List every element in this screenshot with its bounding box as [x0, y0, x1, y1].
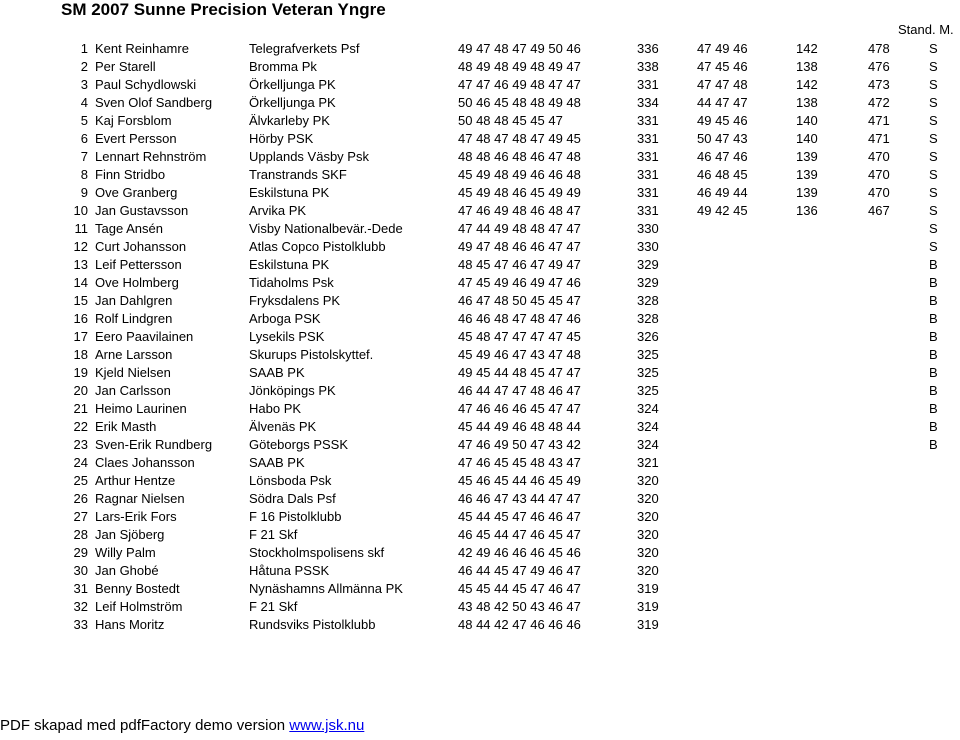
sum-cell: 329 [637, 275, 659, 290]
club-cell: Bromma Pk [249, 59, 317, 74]
table-row [0, 346, 960, 364]
mark-cell: B [929, 347, 938, 362]
name-cell: Hans Moritz [95, 617, 165, 632]
sum-cell: 331 [637, 185, 659, 200]
series-cell: 47 46 49 48 46 48 47 [458, 203, 581, 218]
series-cell: 46 46 48 47 48 47 46 [458, 311, 581, 326]
table-row [0, 598, 960, 616]
rank-cell: 31 [73, 581, 88, 596]
name-cell: Eero Paavilainen [95, 329, 194, 344]
final-series-cell: 47 49 46 [697, 41, 748, 56]
series-cell: 45 49 46 47 43 47 48 [458, 347, 581, 362]
rank-cell: 14 [73, 275, 88, 290]
name-cell: Curt Johansson [95, 239, 187, 254]
club-cell: Transtrands SKF [249, 167, 347, 182]
sum-cell: 334 [637, 95, 659, 110]
rank-cell: 12 [73, 239, 88, 254]
name-cell: Rolf Lindgren [95, 311, 173, 326]
table-row [0, 148, 960, 166]
rank-cell: 4 [80, 95, 88, 110]
club-cell: Hörby PSK [249, 131, 314, 146]
table-row [0, 220, 960, 238]
total-cell: 478 [868, 41, 890, 56]
series-cell: 43 48 42 50 43 46 47 [458, 599, 581, 614]
table-row [0, 616, 960, 634]
sum-cell: 320 [637, 563, 659, 578]
club-cell: Älvkarleby PK [249, 113, 330, 128]
mark-cell: S [929, 77, 938, 92]
table-row [0, 472, 960, 490]
name-cell: Tage Ansén [95, 221, 163, 236]
series-cell: 46 47 48 50 45 45 47 [458, 293, 581, 308]
club-cell: Eskilstuna PK [249, 185, 330, 200]
club-cell: Atlas Copco Pistolklubb [249, 239, 386, 254]
name-cell: Sven-Erik Rundberg [95, 437, 213, 452]
table-row [0, 418, 960, 436]
sum-cell: 331 [637, 149, 659, 164]
table-row [0, 310, 960, 328]
mark-cell: S [929, 185, 938, 200]
series-cell: 48 49 48 49 48 49 47 [458, 59, 581, 74]
table-row [0, 364, 960, 382]
name-cell: Paul Schydlowski [95, 77, 197, 92]
rank-cell: 33 [73, 617, 88, 632]
name-cell: Kent Reinhamre [95, 41, 189, 56]
rank-cell: 18 [73, 347, 88, 362]
mark-cell: S [929, 167, 938, 182]
rank-cell: 29 [73, 545, 88, 560]
club-cell: Arboga PSK [249, 311, 321, 326]
final-series-cell: 46 49 44 [697, 185, 748, 200]
rank-cell: 13 [73, 257, 88, 272]
final-sum-cell: 138 [796, 95, 818, 110]
table-row [0, 436, 960, 454]
table-row [0, 508, 960, 526]
club-cell: Örkelljunga PK [249, 77, 336, 92]
rank-cell: 9 [80, 185, 88, 200]
total-cell: 470 [868, 149, 890, 164]
sum-cell: 325 [637, 347, 659, 362]
name-cell: Arne Larsson [95, 347, 173, 362]
name-cell: Kaj Forsblom [95, 113, 172, 128]
sum-cell: 336 [637, 41, 659, 56]
final-sum-cell: 139 [796, 149, 818, 164]
rank-cell: 22 [73, 419, 88, 434]
series-cell: 45 44 49 46 48 48 44 [458, 419, 581, 434]
sum-cell: 328 [637, 311, 659, 326]
name-cell: Sven Olof Sandberg [95, 95, 213, 110]
mark-cell: S [929, 221, 938, 236]
rank-cell: 2 [80, 59, 88, 74]
series-cell: 45 45 44 45 47 46 47 [458, 581, 581, 596]
table-row [0, 130, 960, 148]
name-cell: Lars-Erik Fors [95, 509, 177, 524]
sum-cell: 319 [637, 581, 659, 596]
table-row [0, 544, 960, 562]
final-series-cell: 47 47 48 [697, 77, 748, 92]
club-cell: Eskilstuna PK [249, 257, 330, 272]
table-row [0, 94, 960, 112]
club-cell: Habo PK [249, 401, 302, 416]
mark-cell: S [929, 95, 938, 110]
table-row [0, 382, 960, 400]
series-cell: 47 46 46 46 45 47 47 [458, 401, 581, 416]
sum-cell: 320 [637, 527, 659, 542]
name-cell: Per Starell [95, 59, 156, 74]
club-cell: Stockholmspolisens skf [249, 545, 385, 560]
table-row [0, 292, 960, 310]
rank-cell: 5 [80, 113, 88, 128]
club-cell: Visby Nationalbevär.-Dede [249, 221, 403, 236]
final-sum-cell: 139 [796, 185, 818, 200]
series-cell: 45 48 47 47 47 47 45 [458, 329, 581, 344]
club-cell: Älvenäs PK [249, 419, 317, 434]
table-row [0, 490, 960, 508]
series-cell: 47 44 49 48 48 47 47 [458, 221, 581, 236]
table-row [0, 274, 960, 292]
club-cell: Lysekils PSK [249, 329, 325, 344]
series-cell: 46 45 44 47 46 45 47 [458, 527, 581, 542]
table-row [0, 202, 960, 220]
sum-cell: 320 [637, 491, 659, 506]
series-cell: 46 44 45 47 49 46 47 [458, 563, 581, 578]
name-cell: Claes Johansson [95, 455, 195, 470]
mark-cell: B [929, 311, 938, 326]
mark-cell: S [929, 41, 938, 56]
footer-text: PDF skapad med pdfFactory demo version [0, 717, 290, 734]
final-series-cell: 46 47 46 [697, 149, 748, 164]
sum-cell: 331 [637, 113, 659, 128]
rank-cell: 32 [73, 599, 88, 614]
final-sum-cell: 139 [796, 167, 818, 182]
sum-cell: 331 [637, 167, 659, 182]
name-cell: Benny Bostedt [95, 581, 180, 596]
club-cell: SAAB PK [249, 455, 305, 470]
rank-cell: 17 [73, 329, 88, 344]
name-cell: Heimo Laurinen [95, 401, 187, 416]
mark-cell: B [929, 437, 938, 452]
footer [0, 716, 364, 736]
sum-cell: 338 [637, 59, 659, 74]
name-cell: Ove Holmberg [95, 275, 179, 290]
table-row [0, 256, 960, 274]
rank-cell: 1 [80, 41, 88, 56]
club-cell: Telegrafverkets Psf [249, 41, 360, 56]
mark-cell: B [929, 419, 938, 434]
series-cell: 47 48 47 48 47 49 45 [458, 131, 581, 146]
mark-cell: B [929, 329, 938, 344]
series-cell: 42 49 46 46 46 45 46 [458, 545, 581, 560]
sum-cell: 319 [637, 599, 659, 614]
sum-cell: 331 [637, 131, 659, 146]
rank-cell: 23 [73, 437, 88, 452]
table-row [0, 166, 960, 184]
sum-cell: 331 [637, 77, 659, 92]
sum-cell: 328 [637, 293, 659, 308]
table-row [0, 562, 960, 580]
total-cell: 472 [868, 95, 890, 110]
club-cell: Tidaholms Psk [249, 275, 334, 290]
series-cell: 50 48 48 45 45 47 [458, 113, 563, 128]
series-cell: 45 49 48 49 46 46 48 [458, 167, 581, 182]
mark-cell: B [929, 365, 938, 380]
name-cell: Leif Holmström [95, 599, 183, 614]
sum-cell: 324 [637, 419, 659, 434]
final-sum-cell: 140 [796, 131, 818, 146]
table-row [0, 400, 960, 418]
rank-cell: 19 [73, 365, 88, 380]
series-cell: 47 46 49 50 47 43 42 [458, 437, 581, 452]
mark-cell: B [929, 401, 938, 416]
series-cell: 49 47 48 47 49 50 46 [458, 41, 581, 56]
club-cell: F 21 Skf [249, 527, 298, 542]
table-row [0, 580, 960, 598]
table-row [0, 184, 960, 202]
rank-cell: 16 [73, 311, 88, 326]
club-cell: Nynäshamns Allmänna PK [249, 581, 403, 596]
series-cell: 47 47 46 49 48 47 47 [458, 77, 581, 92]
sum-cell: 330 [637, 221, 659, 236]
mark-cell: S [929, 149, 938, 164]
rank-cell: 3 [80, 77, 88, 92]
rank-cell: 24 [73, 455, 88, 470]
club-cell: Södra Dals Psf [249, 491, 336, 506]
table-row [0, 328, 960, 346]
rank-cell: 30 [73, 563, 88, 578]
results-table [0, 40, 960, 634]
name-cell: Leif Pettersson [95, 257, 182, 272]
sum-cell: 321 [637, 455, 659, 470]
series-cell: 46 46 47 43 44 47 47 [458, 491, 581, 506]
total-cell: 467 [868, 203, 890, 218]
name-cell: Jan Ghobé [95, 563, 159, 578]
sum-cell: 320 [637, 473, 659, 488]
sum-cell: 330 [637, 239, 659, 254]
club-cell: Fryksdalens PK [249, 293, 341, 308]
sum-cell: 329 [637, 257, 659, 272]
total-cell: 470 [868, 167, 890, 182]
club-cell: Rundsviks Pistolklubb [249, 617, 376, 632]
series-cell: 46 44 47 47 48 46 47 [458, 383, 581, 398]
club-cell: Lönsboda Psk [249, 473, 332, 488]
total-cell: 473 [868, 77, 890, 92]
mark-cell: B [929, 293, 938, 308]
final-series-cell: 49 42 45 [697, 203, 748, 218]
series-cell: 48 44 42 47 46 46 46 [458, 617, 581, 632]
sum-cell: 320 [637, 509, 659, 524]
rank-cell: 21 [73, 401, 88, 416]
name-cell: Jan Gustavsson [95, 203, 189, 218]
mark-cell: S [929, 113, 938, 128]
name-cell: Ragnar Nielsen [95, 491, 185, 506]
name-cell: Willy Palm [95, 545, 156, 560]
stand-header: Stand. M. [898, 22, 954, 37]
final-sum-cell: 142 [796, 77, 818, 92]
club-cell: SAAB PK [249, 365, 305, 380]
series-cell: 45 44 45 47 46 46 47 [458, 509, 581, 524]
rank-cell: 20 [73, 383, 88, 398]
name-cell: Erik Masth [95, 419, 157, 434]
rank-cell: 26 [73, 491, 88, 506]
final-series-cell: 49 45 46 [697, 113, 748, 128]
table-row [0, 58, 960, 76]
table-row [0, 238, 960, 256]
rank-cell: 8 [80, 167, 88, 182]
mark-cell: S [929, 59, 938, 74]
rank-cell: 7 [80, 149, 88, 164]
series-cell: 47 45 49 46 49 47 46 [458, 275, 581, 290]
club-cell: F 21 Skf [249, 599, 298, 614]
table-row [0, 526, 960, 544]
mark-cell: B [929, 383, 938, 398]
final-sum-cell: 136 [796, 203, 818, 218]
final-series-cell: 47 45 46 [697, 59, 748, 74]
name-cell: Arthur Hentze [95, 473, 176, 488]
sum-cell: 324 [637, 437, 659, 452]
mark-cell: S [929, 203, 938, 218]
table-row [0, 40, 960, 58]
total-cell: 470 [868, 185, 890, 200]
name-cell: Jan Carlsson [95, 383, 171, 398]
rank-cell: 10 [73, 203, 88, 218]
club-cell: Skurups Pistolskyttef. [249, 347, 374, 362]
series-cell: 48 48 46 48 46 47 48 [458, 149, 581, 164]
club-cell: Upplands Väsby Psk [249, 149, 369, 164]
club-cell: F 16 Pistolklubb [249, 509, 342, 524]
series-cell: 47 46 45 45 48 43 47 [458, 455, 581, 470]
club-cell: Örkelljunga PK [249, 95, 336, 110]
rank-cell: 27 [73, 509, 88, 524]
club-cell: Arvika PK [249, 203, 307, 218]
final-series-cell: 46 48 45 [697, 167, 748, 182]
mark-cell: S [929, 239, 938, 254]
mark-cell: S [929, 131, 938, 146]
sum-cell: 319 [637, 617, 659, 632]
name-cell: Kjeld Nielsen [95, 365, 171, 380]
total-cell: 471 [868, 113, 890, 128]
page-title: SM 2007 Sunne Precision Veteran Yngre [61, 0, 386, 19]
final-sum-cell: 142 [796, 41, 818, 56]
table-row [0, 454, 960, 472]
final-series-cell: 44 47 47 [697, 95, 748, 110]
series-cell: 45 46 45 44 46 45 49 [458, 473, 581, 488]
series-cell: 48 45 47 46 47 49 47 [458, 257, 581, 272]
name-cell: Jan Dahlgren [95, 293, 173, 308]
club-cell: Håtuna PSSK [249, 563, 330, 578]
series-cell: 45 49 48 46 45 49 49 [458, 185, 581, 200]
rank-cell: 6 [80, 131, 88, 146]
series-cell: 49 47 48 46 46 47 47 [458, 239, 581, 254]
sum-cell: 325 [637, 383, 659, 398]
name-cell: Evert Persson [95, 131, 177, 146]
final-sum-cell: 138 [796, 59, 818, 74]
series-cell: 49 45 44 48 45 47 47 [458, 365, 581, 380]
rank-cell: 15 [73, 293, 88, 308]
footer-link[interactable]: www.jsk.nu [289, 717, 365, 734]
sum-cell: 324 [637, 401, 659, 416]
name-cell: Lennart Rehnström [95, 149, 207, 164]
sum-cell: 331 [637, 203, 659, 218]
name-cell: Jan Sjöberg [95, 527, 165, 542]
mark-cell: B [929, 275, 938, 290]
final-series-cell: 50 47 43 [697, 131, 748, 146]
sum-cell: 320 [637, 545, 659, 560]
name-cell: Ove Granberg [95, 185, 178, 200]
series-cell: 50 46 45 48 48 49 48 [458, 95, 581, 110]
rank-cell: 11 [74, 221, 88, 236]
sum-cell: 325 [637, 365, 659, 380]
sum-cell: 326 [637, 329, 659, 344]
table-row [0, 76, 960, 94]
mark-cell: B [929, 257, 938, 272]
table-row [0, 112, 960, 130]
rank-cell: 28 [73, 527, 88, 542]
rank-cell: 25 [73, 473, 88, 488]
club-cell: Göteborgs PSSK [249, 437, 348, 452]
total-cell: 476 [868, 59, 890, 74]
final-sum-cell: 140 [796, 113, 818, 128]
club-cell: Jönköpings PK [249, 383, 336, 398]
name-cell: Finn Stridbo [95, 167, 166, 182]
total-cell: 471 [868, 131, 890, 146]
